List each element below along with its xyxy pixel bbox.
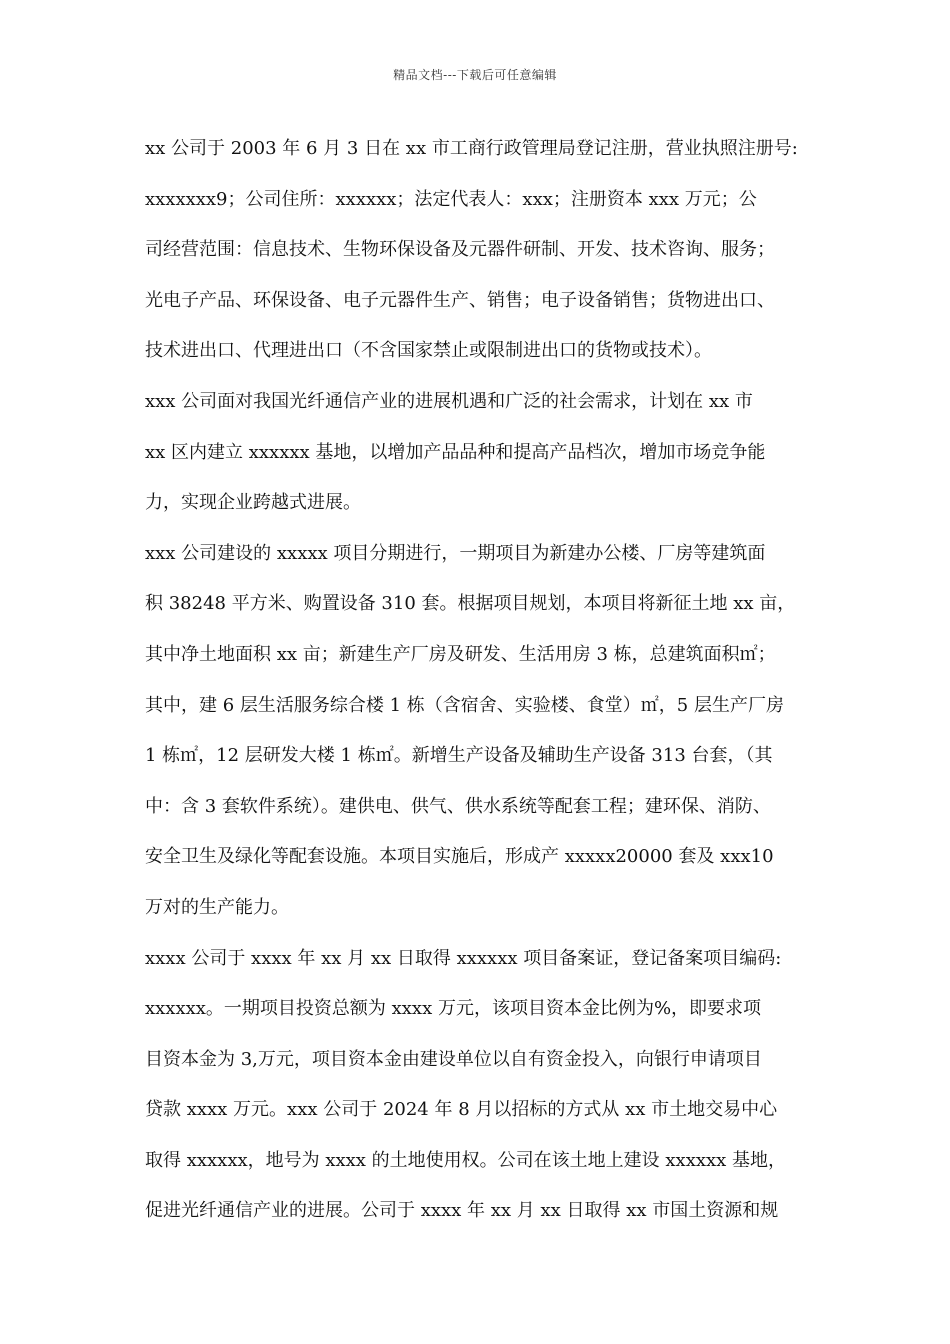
paragraph-company-registration	[145, 132, 811, 385]
paragraph-project-filing	[145, 942, 811, 1246]
paragraph-development-plan	[145, 385, 811, 537]
text-line: xxx 公司建设的 xxxxx 项目分期进行，一期项目为新建办公楼、厂房等建筑面	[145, 542, 766, 564]
text-line: xxx 公司面对我国光纤通信产业的进展机遇和广泛的社会需求，计划在 xx 市	[145, 390, 753, 412]
text-line: 司经营范围：信息技术、生物环保设备及元器件研制、开发、技术咨询、服务；	[145, 239, 775, 261]
text-line: 安全卫生及绿化等配套设施。本项目实施后，形成产 xxxxx20000 套及 xxx10	[145, 846, 774, 868]
text-line: 目资本金为 3,万元，项目资本金由建设单位以自有资金投入，向银行申请项目	[145, 1048, 762, 1070]
text-line: 取得 xxxxxx，地号为 xxxx 的土地使用权。公司在该土地上建设 xxxxxx 基地，	[145, 1149, 787, 1171]
text-line: 万对的生产能力。	[145, 896, 289, 918]
text-line: 促进光纤通信产业的进展。公司于 xxxx 年 xx 月 xx 日取得 xx 市国土资源和规	[145, 1200, 779, 1222]
text-line: xxxxxxx9；公司住所：xxxxxx；法定代表人：xxx；注册资本 xxx 万元；公	[145, 188, 757, 210]
text-line: 其中，建 6 层生活服务综合楼 1 栋（含宿舍、实验楼、食堂）㎡，5 层生产厂房	[145, 694, 784, 716]
text-line: 中：含 3 套软件系统）。建供电、供气、供水系统等配套工程；建环保、消防、	[145, 795, 771, 817]
text-line: 积 38248 平方米、购置设备 310 套。根据项目规划，本项目将新征土地 xx 亩，	[145, 593, 796, 615]
text-line: xxxxxx。一期项目投资总额为 xxxx 万元，该项目资本金比例为%，即要求项	[145, 998, 762, 1020]
page-header: 精品文档---下载后可任意编辑	[393, 68, 557, 82]
paragraph-project-construction	[145, 537, 811, 942]
text-line: 1 栋㎡，12 层研发大楼 1 栋㎡。新增生产设备及辅助生产设备 313 台套，（其	[145, 745, 773, 767]
text-line: xx 区内建立 xxxxxx 基地，以增加产品品种和提高产品档次，增加市场竞争能	[145, 441, 766, 463]
text-line: 贷款 xxxx 万元。xxx 公司于 2024 年 8 月以招标的方式从 xx 市土地交易中心	[145, 1099, 778, 1121]
text-line: 光电子产品、环保设备、电子元器件生产、销售；电子设备销售；货物进出口、	[145, 289, 775, 311]
text-line: 其中净土地面积 xx 亩；新建生产厂房及研发、生活用房 3 栋，总建筑面积㎡；	[145, 643, 776, 665]
text-line: 力，实现企业跨越式进展。	[145, 492, 361, 514]
text-line: xx 公司于 2003 年 6 月 3 日在 xx 市工商行政管理局登记注册，营业执照注册号:	[145, 138, 798, 159]
text-line: xxxx 公司于 xxxx 年 xx 月 xx 日取得 xxxxxx 项目备案证，登记备案项目编码:	[145, 947, 782, 969]
document-body	[145, 132, 811, 1245]
text-line: 技术进出口、代理进出口（不含国家禁止或限制进出口的货物或技术）。	[145, 340, 712, 362]
